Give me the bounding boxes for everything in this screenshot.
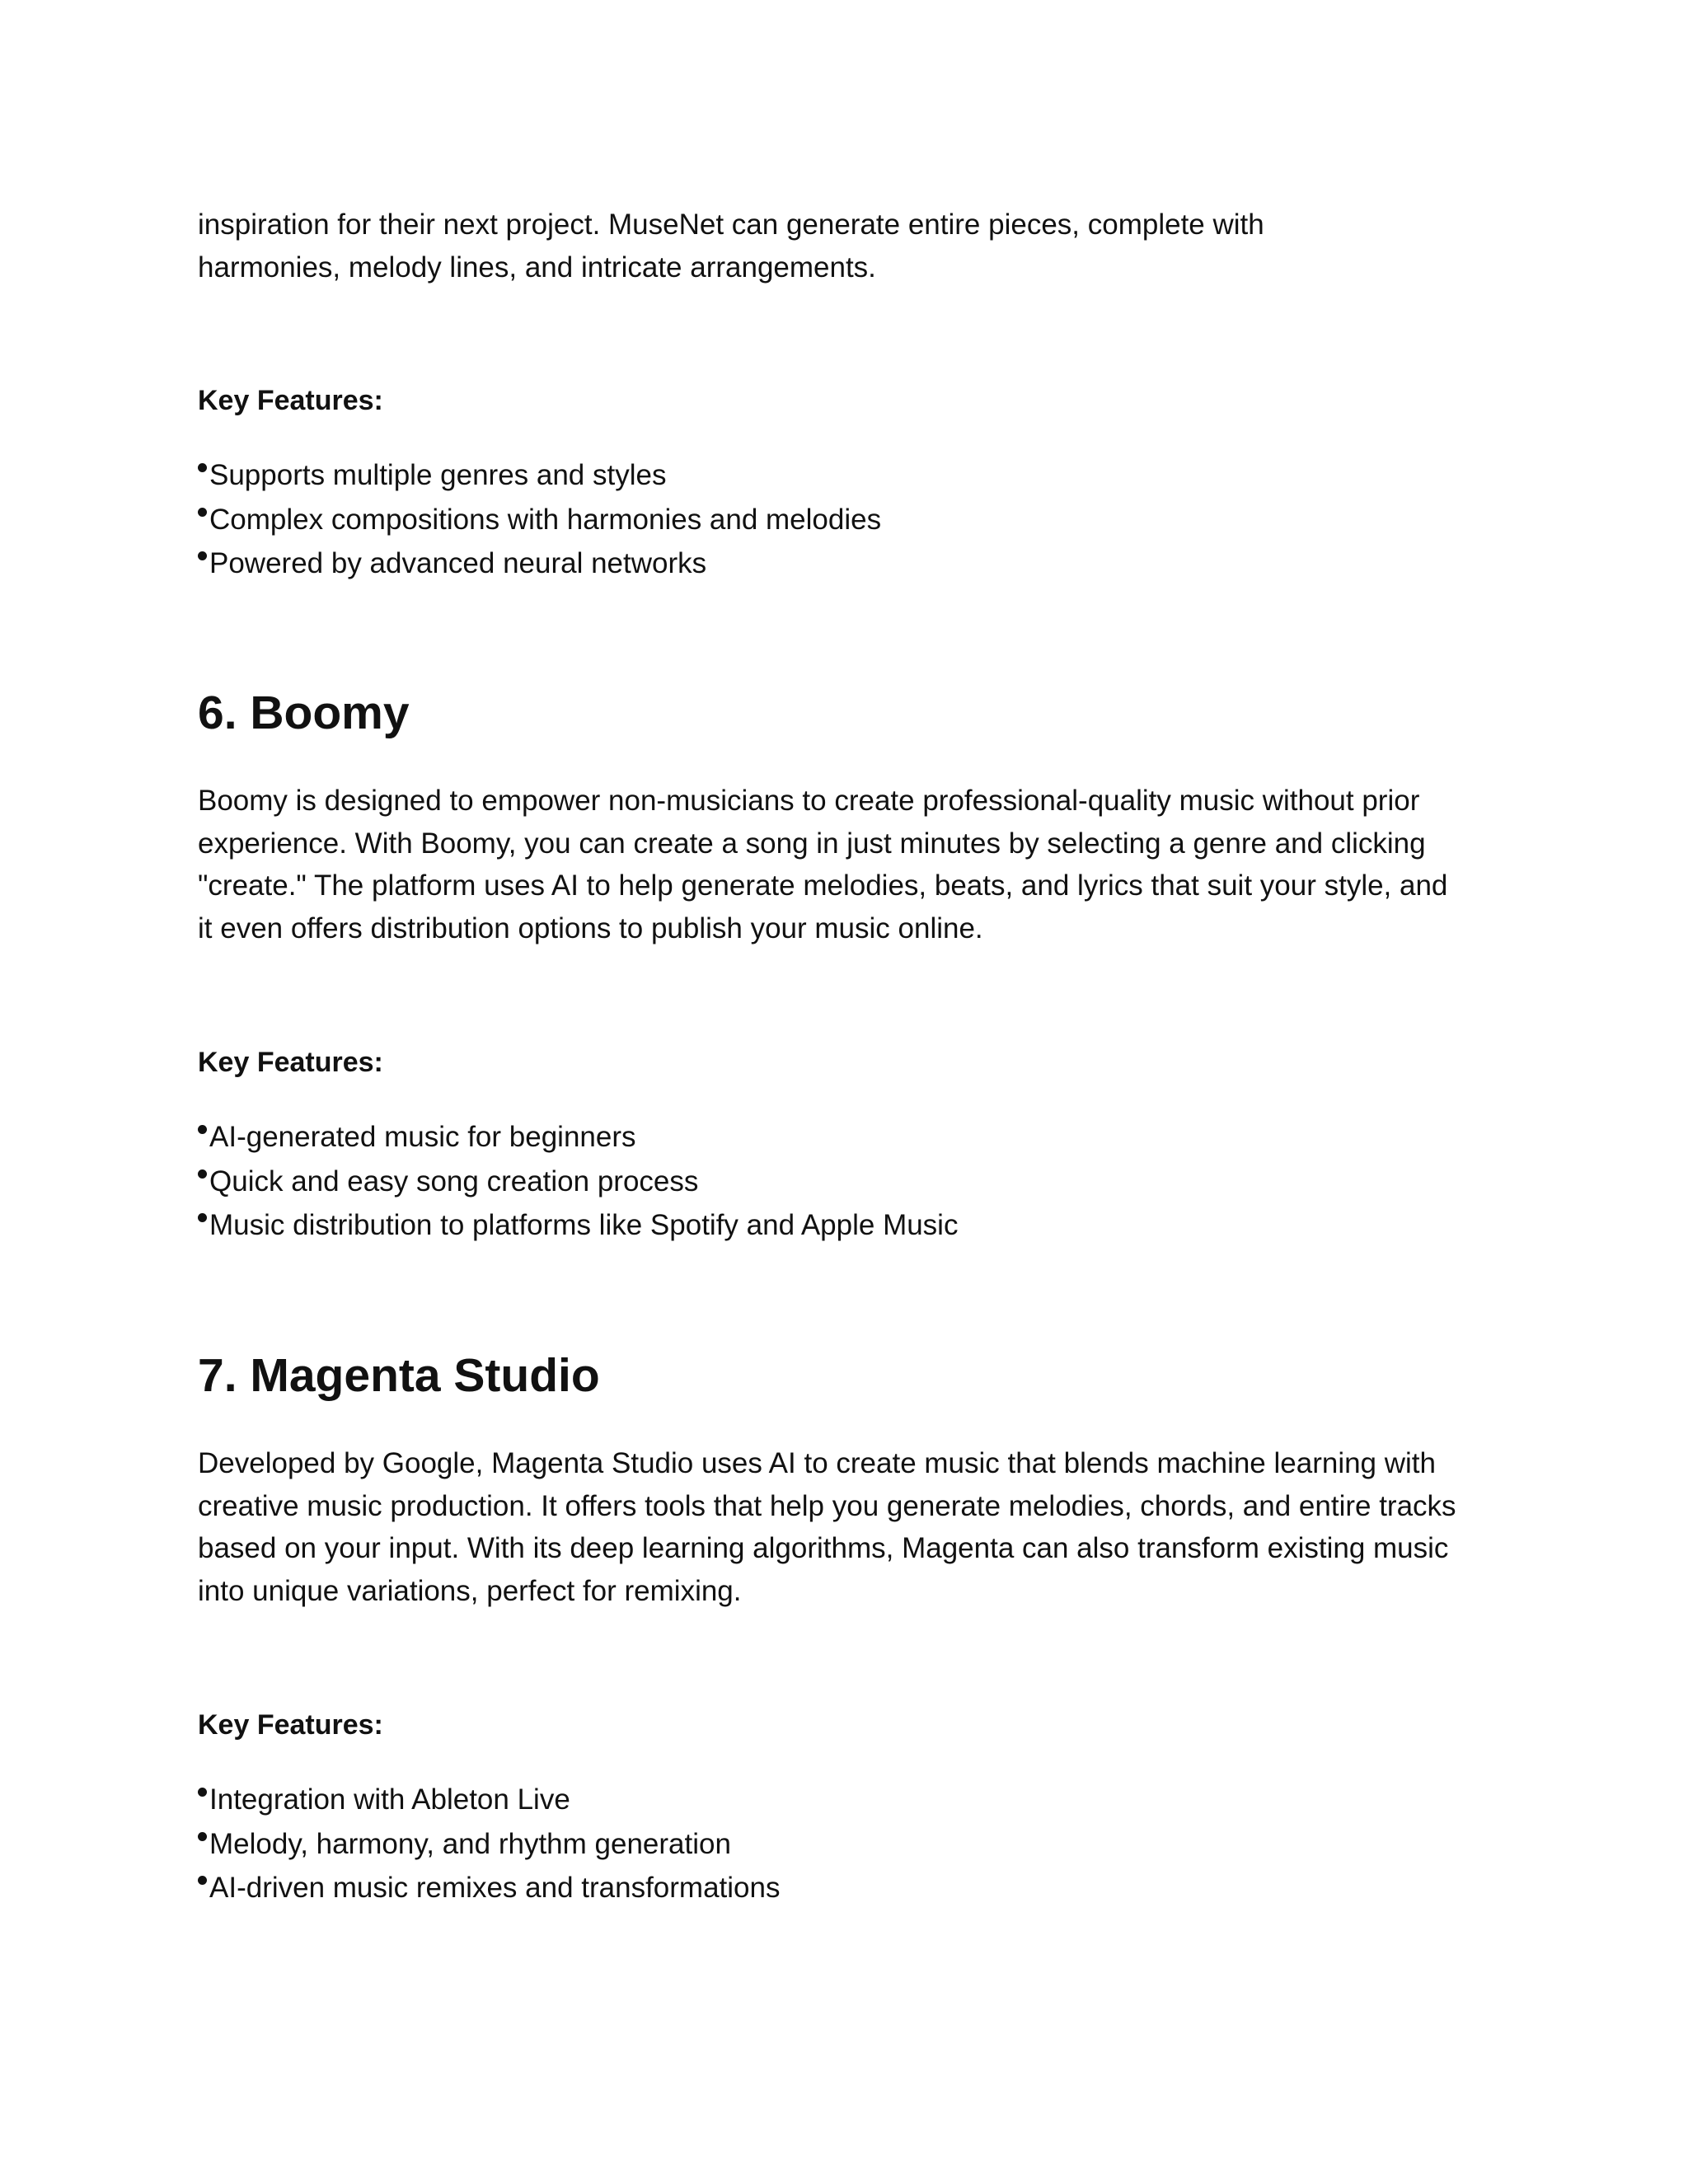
list-item [198, 1866, 780, 1910]
list-item-text: Music distribution to platforms like Spotify and Apple Music [209, 1209, 959, 1241]
list-item [198, 1778, 780, 1822]
list-item [198, 1203, 958, 1248]
list-item [198, 453, 881, 498]
bullet-icon [198, 463, 207, 472]
boomy-features-list [198, 1115, 958, 1248]
paragraph-line: it even offers distribution options to publish your music online. [198, 912, 983, 944]
bullet-icon [198, 1213, 207, 1222]
list-item-text: Complex compositions with harmonies and melodies [209, 503, 882, 536]
paragraph-line: Developed by Google, Magenta Studio uses AI to create music that blends machine learning with [198, 1447, 1436, 1479]
paragraph-line: creative music production. It offers tools that help you generate melodies, chords, and entire tracks [198, 1489, 1456, 1522]
paragraph-line: based on your input. With its deep learning algorithms, Magenta can also transform existing music [198, 1532, 1449, 1564]
bullet-icon [198, 1832, 207, 1841]
list-item-text: Supports multiple genres and styles [209, 459, 667, 491]
bullet-icon [198, 1169, 207, 1179]
bullet-icon [198, 1876, 207, 1885]
bullet-icon [198, 1125, 207, 1134]
list-item-text: Quick and easy song creation process [209, 1165, 699, 1197]
musenet-features-list [198, 453, 881, 586]
list-item [198, 498, 881, 542]
bullet-icon [198, 508, 207, 517]
paragraph-line: "create." The platform uses AI to help generate melodies, beats, and lyrics that suit your style, and [198, 869, 1448, 902]
paragraph-line: into unique variations, perfect for remixing. [198, 1574, 742, 1607]
list-item [198, 1160, 958, 1204]
boomy-description-paragraph [198, 780, 1451, 949]
boomy-key-features-label: Key Features: [198, 1047, 383, 1078]
list-item-text: Integration with Ableton Live [209, 1783, 570, 1816]
list-item [198, 1115, 958, 1160]
bullet-icon [198, 551, 207, 560]
paragraph-line: inspiration for their next project. MuseNet can generate entire pieces, complete with [198, 209, 1264, 241]
list-item [198, 541, 881, 586]
bullet-icon [198, 1788, 207, 1797]
magenta-studio-description-paragraph [198, 1442, 1456, 1612]
magenta-studio-features-list [198, 1778, 780, 1910]
boomy-heading: 6. Boomy [198, 687, 410, 739]
list-item-text: AI-driven music remixes and transformations [209, 1872, 781, 1904]
list-item [198, 1822, 780, 1867]
musenet-key-features-label: Key Features: [198, 385, 383, 416]
list-item-text: Melody, harmony, and rhythm generation [209, 1827, 731, 1860]
musenet-description-paragraph [198, 204, 1451, 288]
magenta-studio-heading: 7. Magenta Studio [198, 1349, 600, 1402]
list-item-text: Powered by advanced neural networks [209, 547, 707, 579]
paragraph-line: harmonies, melody lines, and intricate arrangements. [198, 251, 876, 284]
paragraph-line: Boomy is designed to empower non-musicians to create professional-quality music without prior [198, 785, 1420, 817]
paragraph-line: experience. With Boomy, you can create a song in just minutes by selecting a genre and clicking [198, 827, 1426, 860]
list-item-text: AI-generated music for beginners [209, 1121, 636, 1153]
magenta-studio-key-features-label: Key Features: [198, 1709, 383, 1741]
